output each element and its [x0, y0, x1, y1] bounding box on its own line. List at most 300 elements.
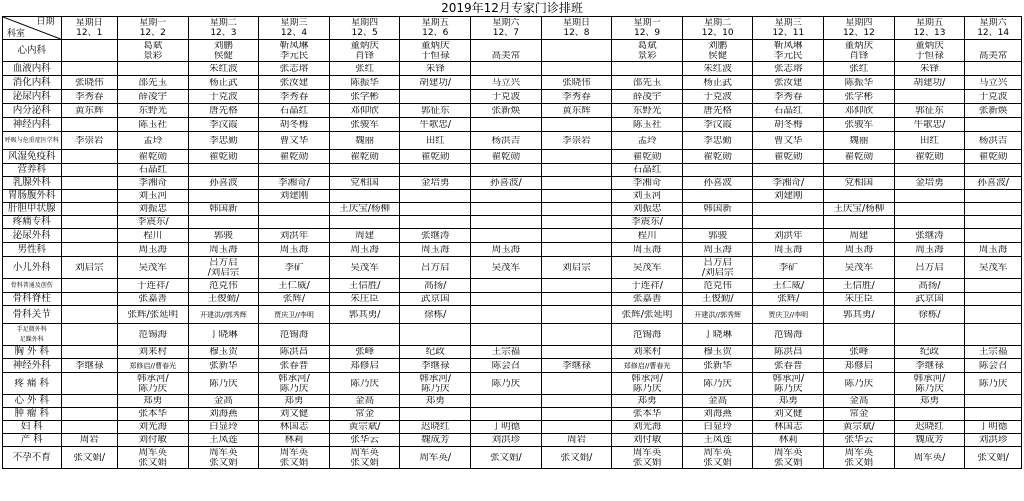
- doctor-name: 李继禄: [915, 360, 944, 371]
- schedule-cell: [824, 164, 895, 177]
- schedule-cell: [471, 279, 542, 293]
- doctor-name: [62, 379, 117, 389]
- schedule-cell: [753, 257, 824, 279]
- date-label: 12、3: [210, 28, 237, 38]
- schedule-cell: [612, 229, 683, 243]
- schedule-cell: [61, 306, 117, 324]
- doctor-name: [895, 92, 965, 102]
- schedule-cell: [471, 293, 542, 306]
- doctor-name: 周玉海: [420, 244, 450, 255]
- doctor-name: [683, 165, 753, 175]
- doctor-name: 刘玉河: [138, 191, 168, 201]
- schedule-cell: [61, 408, 117, 421]
- doctor-name: [471, 120, 541, 130]
- schedule-cell: [118, 434, 189, 447]
- department-cell: [3, 421, 62, 434]
- doctor-name: 周玉海: [774, 244, 803, 255]
- doctor-name: 迟晓红: [420, 422, 450, 432]
- schedule-cell: [61, 395, 117, 408]
- schedule-cell: [682, 40, 753, 62]
- doctor-name: [471, 204, 541, 214]
- department-cell: [3, 104, 62, 118]
- doctor-name: [542, 330, 612, 340]
- doctor-name: [62, 294, 117, 304]
- schedule-cell: [118, 40, 189, 62]
- schedule-cell: [824, 132, 895, 150]
- doctor-name: 郑修启//曹春光: [129, 361, 177, 370]
- schedule-cell: [753, 293, 824, 306]
- doctor-name: 刘洪珍: [978, 435, 1008, 445]
- schedule-cell: [471, 408, 542, 421]
- table-row: [3, 306, 1022, 324]
- schedule-cell: [682, 395, 753, 408]
- doctor-name: 高美常: [491, 50, 521, 61]
- schedule-cell: [400, 373, 471, 395]
- doctor-name: [965, 217, 1021, 227]
- department-label: 骨科普通及创伤: [10, 281, 53, 289]
- doctor-name: 张文娟/: [73, 452, 106, 463]
- doctor-name: [542, 217, 612, 227]
- date-label: 12、5: [351, 28, 378, 38]
- doctor-name: 王俊勤/: [701, 294, 734, 304]
- doctor-name: [542, 178, 612, 188]
- doctor-name: 李秀春: [279, 91, 309, 102]
- schedule-cell: [612, 346, 683, 359]
- doctor-name: 李震东/: [136, 217, 169, 227]
- weekday-label: 星期五: [916, 18, 944, 28]
- schedule-cell: [329, 447, 400, 469]
- doctor-name: 吴茂军: [138, 262, 168, 273]
- schedule-cell: [329, 76, 400, 90]
- schedule-cell: [894, 408, 965, 421]
- doctor-name: 李崇岩: [75, 135, 104, 146]
- doctor-name: 开建洪//郭秀辉: [200, 310, 247, 319]
- schedule-cell: [61, 279, 117, 293]
- schedule-cell: [118, 150, 189, 164]
- doctor-name: 张新华: [209, 360, 238, 371]
- schedule-cell: [753, 150, 824, 164]
- schedule-cell: [118, 346, 189, 359]
- doctor-name: 周军英: [844, 447, 874, 458]
- doctor-name: 邵先玉: [632, 77, 662, 88]
- doctor-name: 周玉海: [279, 244, 309, 255]
- doctor-name: 张汝建: [279, 77, 309, 88]
- schedule-cell: [188, 40, 259, 62]
- schedule-cell: [471, 324, 542, 346]
- doctor-name: 李湘奇: [632, 178, 662, 188]
- doctor-name: 范锡海: [774, 329, 803, 340]
- doctor-name: [62, 204, 117, 214]
- schedule-cell: [61, 373, 117, 395]
- schedule-cell: [118, 408, 189, 421]
- schedule-cell: [824, 421, 895, 434]
- schedule-cell: [329, 90, 400, 104]
- doctor-name: 李继禄: [75, 360, 104, 371]
- department-label: 疼 痛 科: [14, 377, 50, 389]
- schedule-cell: [541, 132, 612, 150]
- doctor-name: 张骏军: [350, 119, 379, 130]
- doctor-name: 迟晓红: [915, 422, 944, 432]
- schedule-cell: [965, 216, 1022, 229]
- doctor-name: 周玉海: [703, 244, 732, 255]
- schedule-cell: [753, 62, 824, 76]
- schedule-cell: [61, 229, 117, 243]
- doctor-name: 唐先格: [209, 105, 238, 116]
- doctor-name: [62, 281, 117, 291]
- doctor-name: [965, 294, 1021, 304]
- doctor-name: 陈振华: [350, 77, 379, 88]
- schedule-cell: [682, 359, 753, 373]
- doctor-name: 林国志: [774, 422, 803, 432]
- doctor-name: 韩国新: [209, 204, 238, 214]
- department-label: 神经内科: [12, 118, 51, 130]
- schedule-cell: [61, 216, 117, 229]
- schedule-cell: [471, 216, 542, 229]
- doctor-name: 周玉海: [978, 244, 1008, 255]
- schedule-cell: [329, 203, 400, 216]
- doctor-name: 张汝建: [774, 77, 803, 88]
- schedule-cell: [541, 293, 612, 306]
- doctor-name: 程川: [637, 230, 657, 241]
- doctor-name: 董炳庆: [844, 40, 874, 51]
- schedule-cell: [612, 293, 683, 306]
- doctor-name: 范锡海: [632, 329, 662, 340]
- schedule-cell: [824, 447, 895, 469]
- department-label: 风湿免疫科: [8, 150, 56, 162]
- table-row: [3, 203, 1022, 216]
- doctor-name: 党相国: [350, 178, 379, 188]
- schedule-cell: [541, 90, 612, 104]
- schedule-cell: [188, 118, 259, 132]
- doctor-name: 徐栋/: [918, 309, 941, 320]
- schedule-cell: [259, 257, 330, 279]
- schedule-cell: [682, 293, 753, 306]
- schedule-cell: [329, 164, 400, 177]
- schedule-cell: [329, 279, 400, 293]
- doctor-name: 范锡海: [138, 329, 168, 340]
- schedule-cell: [541, 373, 612, 395]
- doctor-name: 侯健: [213, 50, 233, 61]
- schedule-cell: [259, 408, 330, 421]
- schedule-cell: [612, 257, 683, 279]
- schedule-cell: [471, 90, 542, 104]
- doctor-name: 于连祥/: [631, 280, 663, 291]
- doctor-name: 翟乾勋: [491, 151, 521, 162]
- day-header: [400, 17, 471, 40]
- department-label: 骨科关节: [12, 308, 51, 320]
- schedule-cell: [824, 229, 895, 243]
- schedule-cell: [188, 293, 259, 306]
- schedule-cell: [329, 346, 400, 359]
- table-row: [3, 324, 1022, 346]
- schedule-cell: [682, 306, 753, 324]
- schedule-cell: [471, 104, 542, 118]
- table-row: [3, 229, 1022, 243]
- schedule-cell: [753, 408, 824, 421]
- doctor-name: 周军英: [632, 447, 662, 458]
- doctor-name: 朱锋: [425, 63, 445, 74]
- schedule-cell: [612, 447, 683, 469]
- doctor-name: 魏成芳: [420, 435, 450, 445]
- doctor-name: [895, 204, 965, 214]
- schedule-cell: [894, 359, 965, 373]
- schedule-cell: [753, 229, 824, 243]
- doctor-name: 张辉/: [282, 294, 306, 304]
- doctor-name: 开建洪//郭秀辉: [694, 310, 742, 319]
- doctor-name: 张文娟: [703, 457, 732, 468]
- doctor-name: 王信胜/: [348, 280, 381, 291]
- schedule-cell: [259, 324, 330, 346]
- schedule-cell: [824, 118, 895, 132]
- doctor-name: 周岩: [79, 435, 99, 445]
- doctor-name: 景彩: [637, 50, 657, 61]
- day-header: [682, 17, 753, 40]
- schedule-cell: [400, 306, 471, 324]
- doctor-name: 金高: [708, 396, 728, 406]
- table-row: [3, 90, 1022, 104]
- schedule-cell: [965, 257, 1022, 279]
- doctor-name: 翟乾勋: [209, 151, 238, 162]
- schedule-cell: [400, 132, 471, 150]
- weekday-label: 星期日: [562, 18, 590, 28]
- doctor-name: 张峰: [849, 347, 869, 357]
- department-cell: [3, 132, 62, 150]
- doctor-name: 王宗福: [491, 347, 521, 357]
- doctor-name: [542, 191, 612, 201]
- doctor-name: 陈乃庆: [632, 383, 662, 394]
- date-label: 12、12: [842, 28, 875, 38]
- doctor-name: [189, 165, 259, 175]
- doctor-name: 刘光海: [138, 422, 168, 432]
- doctor-name: 石晶红: [774, 105, 803, 116]
- doctor-name: 陈乃庆: [138, 383, 168, 394]
- day-header: [824, 17, 895, 40]
- department-cell: [3, 346, 62, 359]
- doctor-name: 周军英: [209, 447, 238, 458]
- doctor-name: 刘启宗: [75, 262, 104, 273]
- doctor-name: [189, 217, 259, 227]
- schedule-cell: [188, 104, 259, 118]
- department-cell: [3, 118, 62, 132]
- doctor-name: 曹文华: [279, 135, 309, 146]
- department-cell: [3, 229, 62, 243]
- doctor-name: 穆玉贺: [209, 347, 238, 357]
- doctor-name: 韩承河/: [419, 373, 452, 384]
- schedule-cell: [612, 324, 683, 346]
- schedule-cell: [329, 229, 400, 243]
- schedule-cell: [753, 164, 824, 177]
- doctor-name: 张文娟: [138, 457, 168, 468]
- table-row: [3, 346, 1022, 359]
- doctor-name: 翟乾勋: [844, 151, 874, 162]
- schedule-cell: [753, 118, 824, 132]
- schedule-cell: [259, 190, 330, 203]
- doctor-name: 范锡海: [279, 329, 309, 340]
- doctor-name: 于克波: [209, 91, 238, 102]
- department-label: 泌尿外科: [12, 229, 51, 241]
- schedule-cell: [682, 62, 753, 76]
- department-cell: [3, 150, 62, 164]
- schedule-cell: [894, 306, 965, 324]
- corner-dept-label: 科室: [7, 29, 26, 39]
- schedule-cell: [965, 395, 1022, 408]
- schedule-cell: [541, 229, 612, 243]
- doctor-name: 吴茂军: [844, 262, 874, 273]
- schedule-cell: [61, 40, 117, 62]
- doctor-name: 常金: [849, 409, 869, 419]
- doctor-name: 程川: [143, 230, 163, 241]
- doctor-name: 丁晓琳: [209, 329, 238, 340]
- doctor-name: [542, 422, 612, 432]
- date-label: 12、11: [772, 28, 805, 38]
- doctor-name: [62, 231, 117, 241]
- schedule-cell: [118, 229, 189, 243]
- schedule-cell: [61, 76, 117, 90]
- doctor-name: 金培勇: [915, 178, 944, 188]
- doctor-name: 侯健: [708, 50, 728, 61]
- doctor-name: 翟乾勋: [774, 151, 803, 162]
- doctor-name: 郭骏: [708, 230, 728, 241]
- doctor-name: 田红: [425, 135, 445, 146]
- schedule-cell: [118, 243, 189, 257]
- schedule-cell: [894, 132, 965, 150]
- department-label: 不孕不育: [12, 451, 51, 463]
- doctor-name: 刘建刚: [774, 191, 803, 201]
- schedule-cell: [471, 62, 542, 76]
- doctor-name: 陈玉社: [632, 119, 662, 130]
- schedule-cell: [682, 373, 753, 395]
- doctor-name: 于恒禄: [915, 50, 944, 61]
- doctor-name: 贾庆卫//李明: [768, 310, 809, 319]
- schedule-cell: [118, 257, 189, 279]
- schedule-cell: [61, 421, 117, 434]
- schedule-cell: [259, 421, 330, 434]
- doctor-name: 韩承河/: [631, 373, 663, 384]
- doctor-name: 林莉: [284, 435, 304, 445]
- schedule-cell: [682, 243, 753, 257]
- doctor-name: 黄东辉: [75, 105, 104, 116]
- schedule-cell: [61, 118, 117, 132]
- doctor-name: [753, 204, 823, 214]
- doctor-name: [824, 217, 894, 227]
- doctor-name: [471, 294, 541, 304]
- schedule-cell: [612, 395, 683, 408]
- table-row: [3, 257, 1022, 279]
- doctor-name: [62, 64, 117, 74]
- doctor-name: 丁明德: [491, 422, 521, 432]
- schedule-cell: [541, 257, 612, 279]
- doctor-name: 薛凌宇: [632, 91, 662, 102]
- schedule-cell: [259, 62, 330, 76]
- schedule-cell: [965, 177, 1022, 190]
- schedule-cell: [329, 104, 400, 118]
- doctor-name: 葛斌: [637, 40, 657, 51]
- doctor-name: 曹文华: [774, 135, 803, 146]
- schedule-cell: [188, 306, 259, 324]
- doctor-name: [118, 64, 188, 74]
- doctor-name: 田红: [920, 135, 940, 146]
- doctor-name: /刘启宗: [701, 267, 734, 278]
- doctor-name: 黄宗斌/: [843, 422, 875, 432]
- schedule-cell: [188, 229, 259, 243]
- schedule-cell: [471, 257, 542, 279]
- schedule-cell: [61, 177, 117, 190]
- doctor-name: [542, 281, 612, 291]
- doctor-name: 董炳庆: [350, 40, 379, 51]
- doctor-name: [965, 64, 1021, 74]
- day-header: [753, 17, 824, 40]
- schedule-cell: [259, 104, 330, 118]
- schedule-cell: [612, 359, 683, 373]
- doctor-name: [965, 204, 1021, 214]
- schedule-cell: [329, 293, 400, 306]
- weekday-label: 星期二: [704, 18, 732, 28]
- schedule-cell: [894, 216, 965, 229]
- doctor-name: [471, 64, 541, 74]
- doctor-name: 纪政: [425, 347, 445, 357]
- schedule-cell: [329, 243, 400, 257]
- doctor-name: [542, 152, 612, 162]
- doctor-name: 于克波: [491, 91, 521, 102]
- doctor-name: 朱红波: [209, 63, 238, 74]
- doctor-name: 张辉/张延明: [621, 309, 673, 320]
- schedule-cell: [118, 164, 189, 177]
- schedule-cell: [400, 346, 471, 359]
- schedule-cell: [824, 243, 895, 257]
- schedule-cell: [965, 306, 1022, 324]
- schedule-cell: [682, 150, 753, 164]
- doctor-name: 董炳庆: [420, 40, 450, 51]
- doctor-name: 张华云: [350, 435, 379, 445]
- schedule-cell: [541, 164, 612, 177]
- doctor-name: 薛凌宇: [138, 91, 168, 102]
- schedule-table: [2, 16, 1022, 469]
- schedule-cell: [400, 408, 471, 421]
- doctor-name: 吕方启: [915, 262, 944, 273]
- doctor-name: 武京国: [420, 294, 450, 304]
- schedule-cell: [682, 76, 753, 90]
- schedule-cell: [753, 177, 824, 190]
- doctor-name: 于克波: [703, 91, 732, 102]
- schedule-cell: [753, 346, 824, 359]
- schedule-cell: [682, 421, 753, 434]
- schedule-cell: [400, 62, 471, 76]
- doctor-name: 翟乾勋: [350, 151, 379, 162]
- doctor-name: [965, 191, 1021, 201]
- table-row: [3, 40, 1022, 62]
- doctor-name: 陈会召: [491, 360, 521, 371]
- doctor-name: 朱红波: [703, 63, 732, 74]
- doctor-name: 郑勇: [284, 396, 304, 406]
- department-label: 呼吸与危重症医学科: [4, 136, 59, 144]
- schedule-cell: [259, 447, 330, 469]
- doctor-name: [895, 330, 965, 340]
- doctor-name: 翟乾勋: [420, 151, 450, 162]
- schedule-cell: [188, 243, 259, 257]
- department-cell: [3, 408, 62, 421]
- schedule-cell: [612, 216, 683, 229]
- day-header: [471, 17, 542, 40]
- schedule-cell: [188, 190, 259, 203]
- doctor-name: [62, 409, 117, 419]
- table-row: [3, 359, 1022, 373]
- doctor-name: 李忠勤: [209, 135, 238, 146]
- schedule-cell: [894, 203, 965, 216]
- schedule-cell: [965, 229, 1022, 243]
- doctor-name: 张继涛: [915, 230, 944, 241]
- schedule-cell: [824, 257, 895, 279]
- schedule-cell: [541, 243, 612, 257]
